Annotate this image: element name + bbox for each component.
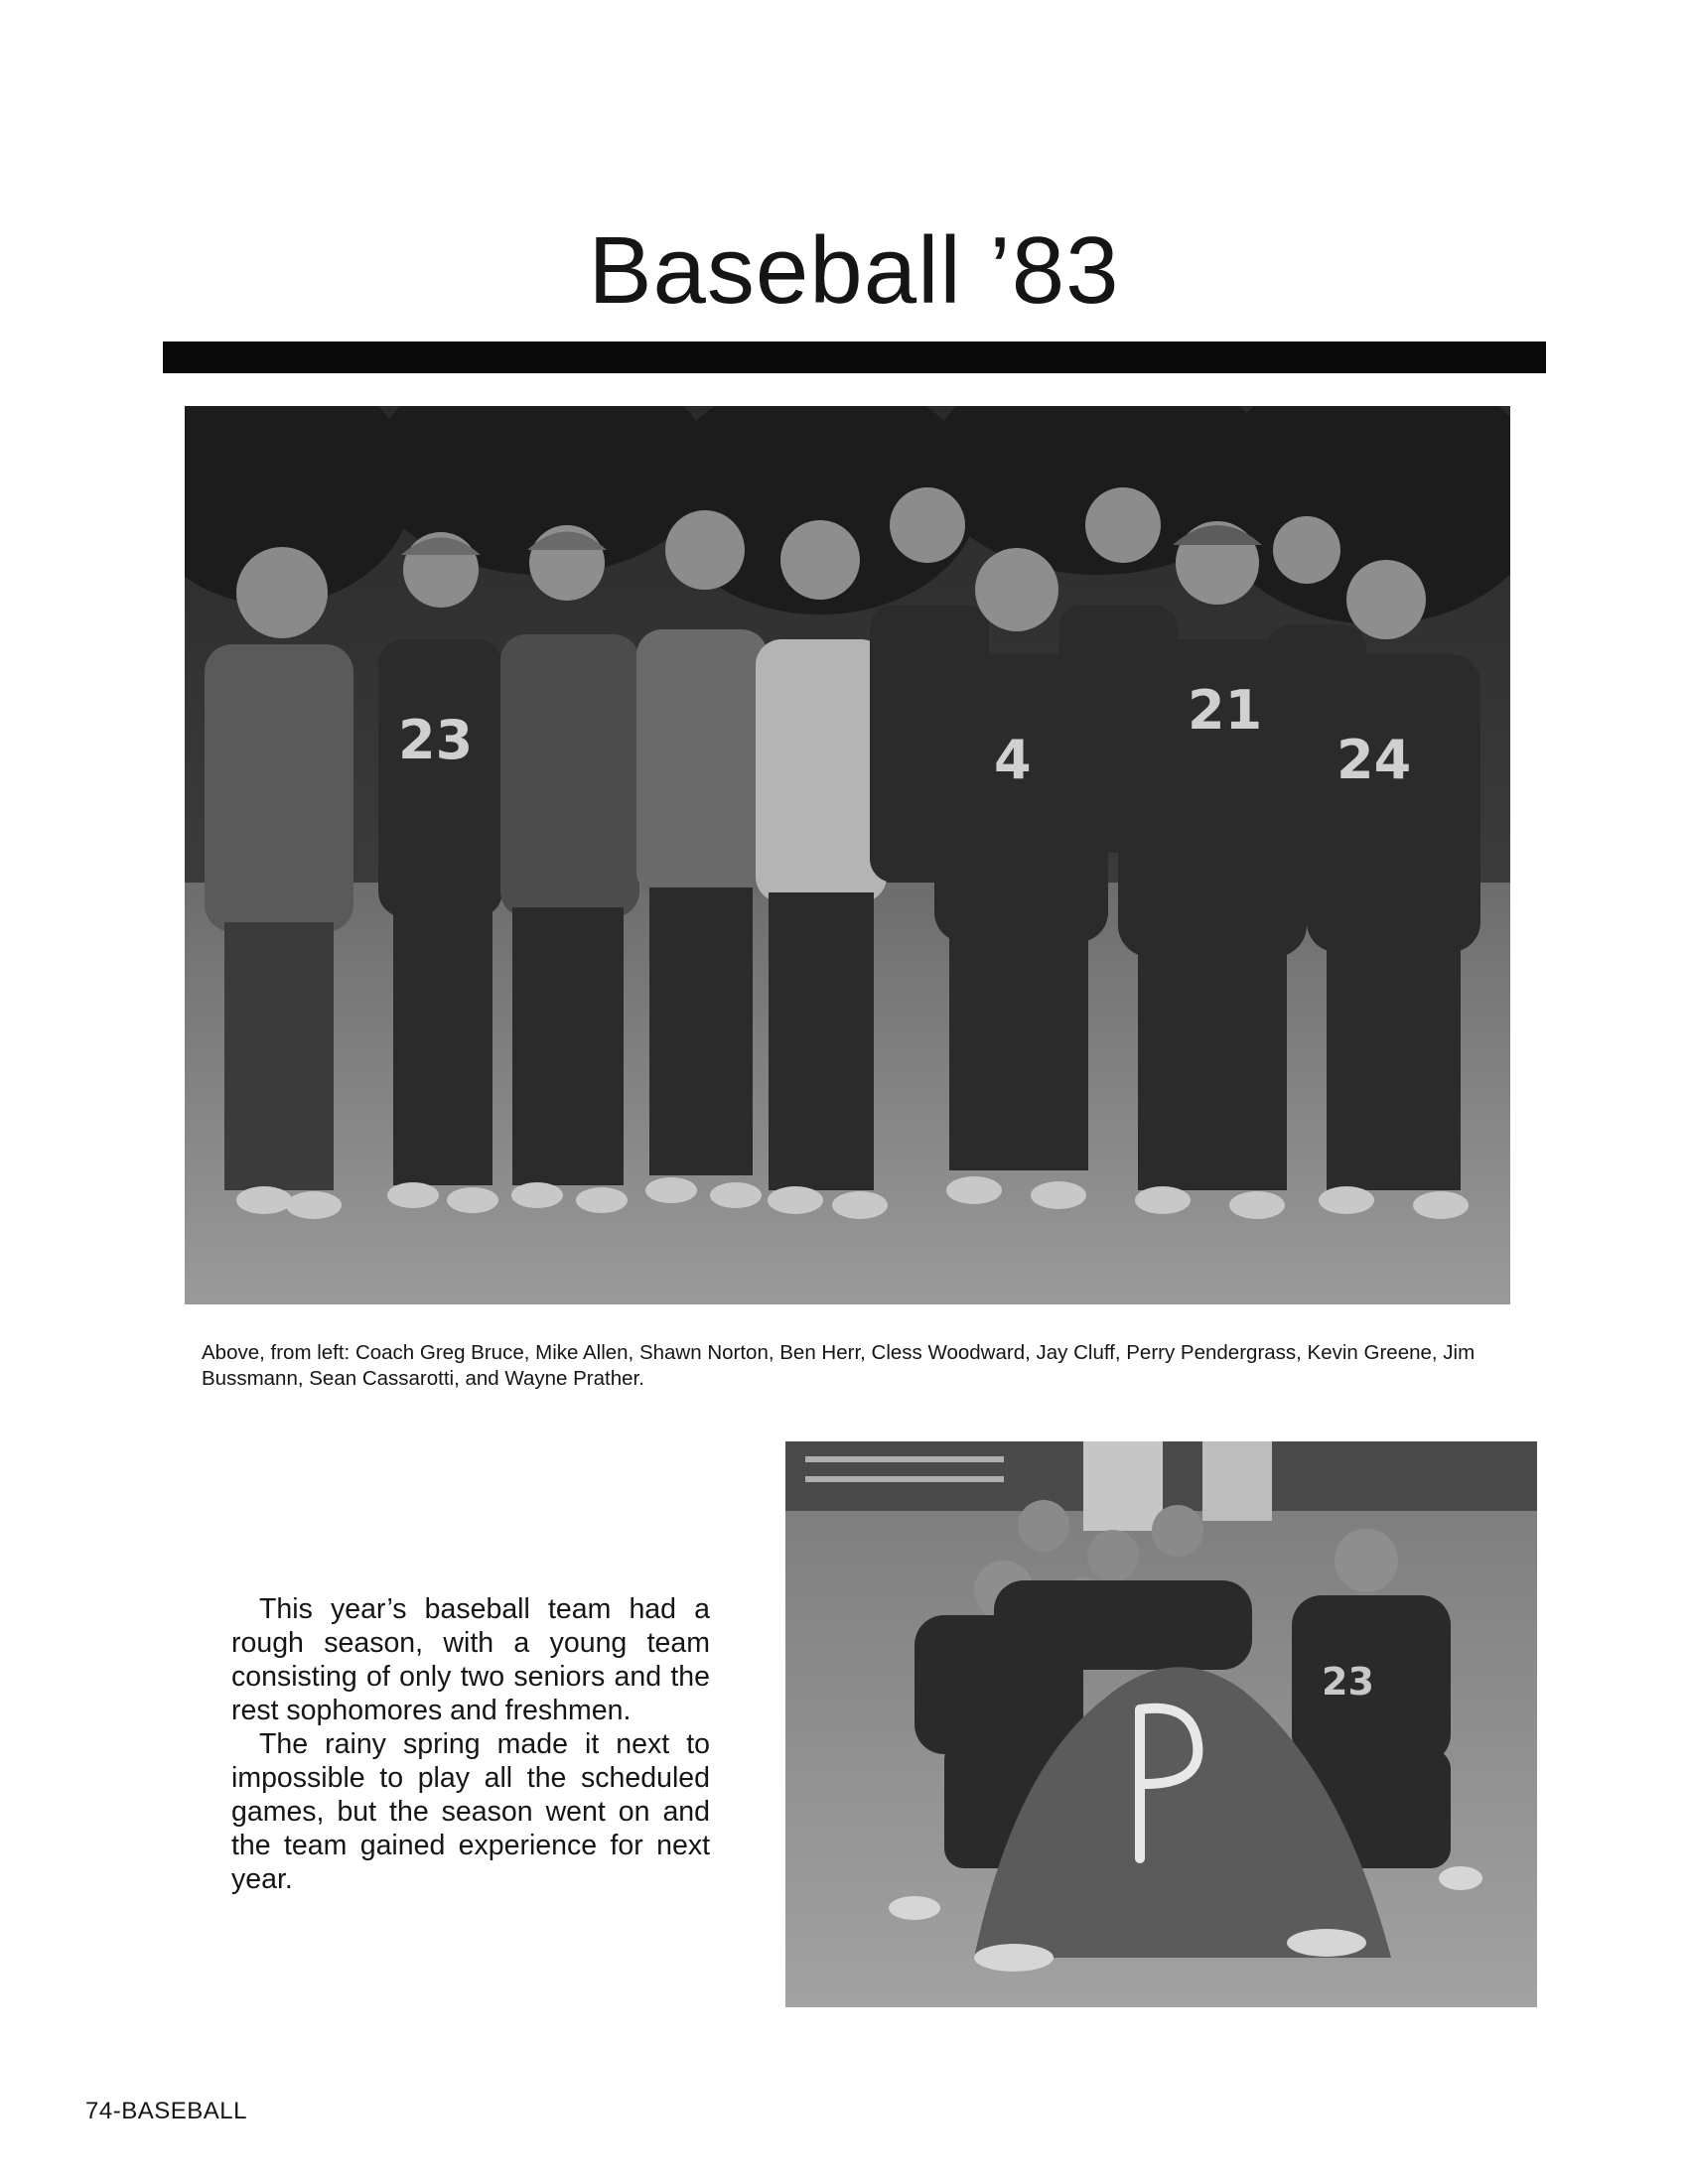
jersey-number-4: 4	[994, 729, 1032, 791]
mound-photo	[785, 1441, 1537, 2007]
team-photo	[185, 406, 1510, 1304]
jersey-number-21: 21	[1188, 679, 1263, 742]
story-paragraph: The rainy spring made it next to impossible to play all the scheduled games, but the season went on and the team gained experience for next year.	[231, 1728, 710, 1895]
page-title: Baseball ’83	[588, 217, 1120, 324]
story-paragraph: This year’s baseball team had a rough season, with a young team consisting of only two seniors and the rest sophomores and freshmen.	[231, 1593, 710, 1726]
mound-jersey-number: 23	[1322, 1660, 1374, 1704]
title-rule	[163, 341, 1546, 373]
jersey-number-23: 23	[398, 709, 474, 771]
team-photo-caption: Above, from left: Coach Greg Bruce, Mike Allen, Shawn Norton, Ben Herr, Cless Woodward, Jay Cluff, Perry Pendergrass, Kevin Greene, Jim Bussmann, Sean Cassarotti, and Wayne Prather.	[202, 1341, 1476, 1390]
story-text	[231, 1592, 710, 1896]
jersey-number-24: 24	[1336, 729, 1412, 791]
page-folio: 74-BASEBALL	[85, 2098, 247, 2124]
